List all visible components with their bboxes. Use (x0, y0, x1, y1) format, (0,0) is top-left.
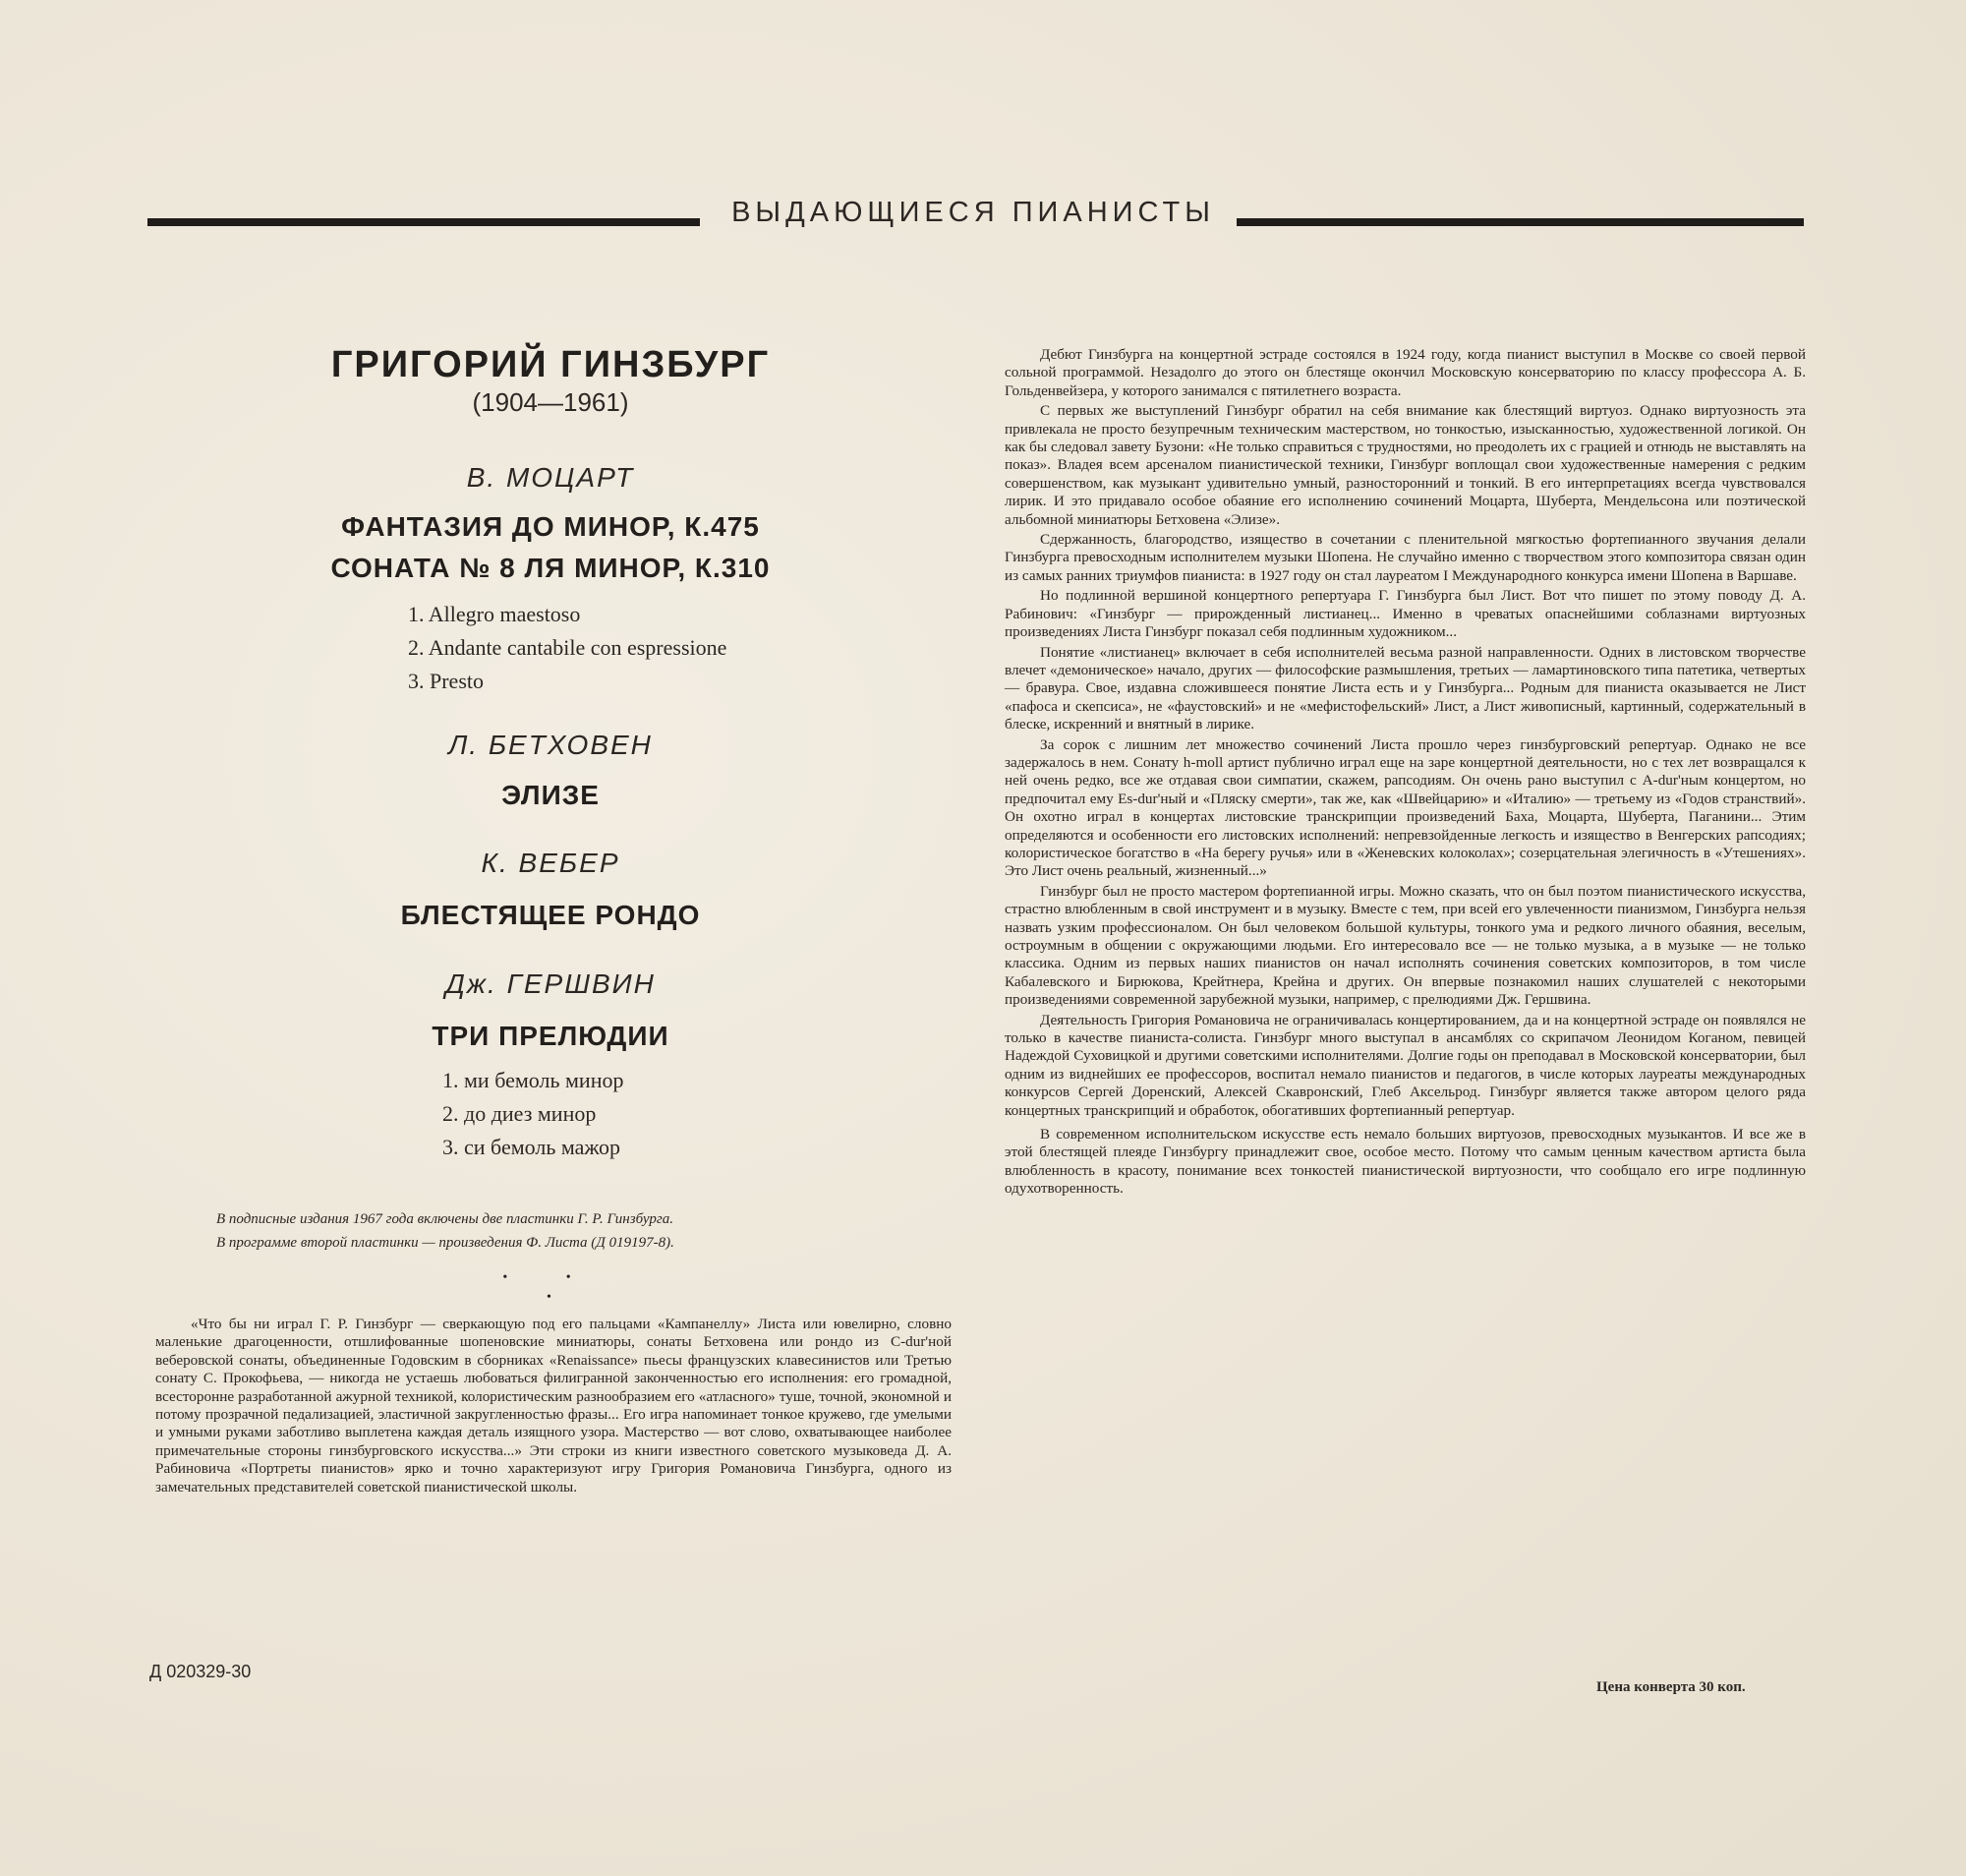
biography-paragraph: За сорок с лишним лет множество сочинений Листа прошло через гинзбурговский репертуар. Однако не все задержалось в нем. Сонату h-moll артист публично играл еще на заре концертной деятельности, но с тех лет возвращался к ней очень редко, все же отдавая свои симпатии, скажем, рапсодиям. Он очень рано выступил с A-dur'ным концертом, но предпочитал ему Es-dur'ный и «Пляску смерти», так же, как «Швейцарию» и «Италию» — третьему из «Годов странствий». Он охотно играл в концертах листовские транскрипции произведений Баха, Моцарта, Шуберта, Паганини... Этим определяются и особенности его листовских исполнений: непревзойденные легкость и изящество в Венгерских рапсодиях; колористическое богатство в «На берегу ручья» или в «Женевских колоколах»; созерцательная элегичность в «Утешениях». Это Лист очень реальный, жизненный...» (1005, 735, 1806, 880)
artist-dates: (1904—1961) (472, 387, 629, 417)
biography-paragraph: Дебют Гинзбурга на концертной эстраде состоялся в 1924 году, когда пианист выступил в Москве со своей первой сольной программой. Незадолго до этого он блестяще окончил Московскую консерваторию по классу профессора А. Б. Гольденвейзера, у которого занимался с пятилетнего возраста. (1005, 346, 1806, 399)
movement-item: 1. Allegro maestoso (408, 602, 581, 626)
series-title: ВЫДАЮЩИЕСЯ ПИАНИСТЫ (731, 197, 1215, 228)
series-header (147, 197, 1804, 236)
movement-item: 2. Andante cantabile con espressione (408, 635, 727, 660)
biography-paragraph: Гинзбург был не просто мастером фортепианной игры. Можно сказать, что он был поэтом пианистического искусства, страстно влюбленным в свой инструмент и в музыку. Вместе с тем, при всей его увлеченности пианизмом, Гинзбурга нельзя назвать узким профессионалом. Он был человеком большой культуры, тонкого ума и редкого личного обаяния, веселым, остроумным в общении с окружающими людьми. Его интересовало все — не только музыка, а в музыке — не только классика. Одним из первых наших пианистов он начал исполнять сочинения советских композиторов, в том числе Кабалевского и Бирюкова, Крейтнера, Крейна и других. Он впервые познакомил наших слушателей с некоторыми произведениями современной зарубежной музыки, например, с прелюдиями Дж. Гершвина. (1005, 882, 1806, 1009)
movement-item: 3. Presto (408, 669, 484, 693)
movement-item: 3. си бемоль мажор (442, 1135, 621, 1159)
biography-paragraph: Сдержанность, благородство, изящество в сочетании с пленительной мягкостью фортепианного звучания делали Гинзбурга превосходным исполнителем музыки Шопена. Не случайно именно с творчеством этого композитора связан один из самых ранних триумфов пианиста: в 1927 году он стал лауреатом I Международного конкурса имени Шопена в Варшаве. (1005, 531, 1806, 584)
composer-weber: К. ВЕБЕР (481, 848, 620, 878)
composer-mozart: В. МОЦАРТ (466, 462, 635, 493)
sleeve-price: Цена конверта 30 коп. (1596, 1679, 1746, 1695)
work-elise: ЭЛИЗЕ (501, 780, 600, 810)
biography-paragraph: Деятельность Григория Романовича не ограничивалась концертированием, да и на концертной эстраде он появлялся не только в качестве пианиста-солиста. Гинзбург много выступал в ансамблях со скрипачом Леонидом Коганом, певицей Надеждой Суховицкой и другими советскими исполнителями. Долгие годы он преподавал в Московской консерватории, был одним из виднейших ее профессоров, воспитал немало пианистов и педагогов, в числе которых лауреаты международных конкурсов Сергей Доренский, Алексей Скавронский, Глеб Аксельрод. Гинзбург является также автором целого ряда концертных транскрипций и обработок, обогативших фортепианный репертуар. (1005, 1011, 1806, 1119)
catalog-number: Д 020329-30 (149, 1662, 252, 1681)
work-rondo: БЛЕСТЯЩЕЕ РОНДО (400, 900, 701, 930)
biography-column (1005, 346, 1806, 1201)
artist-name: ГРИГОРИЙ ГИНЗБУРГ (330, 344, 771, 385)
movement-item: 1. ми бемоль минор (442, 1068, 624, 1092)
quote-block (155, 1316, 952, 1496)
quote-paragraph: «Что бы ни играл Г. Р. Гинзбург — сверкающую под его пальцами «Кампанеллу» Листа или ювелирно, словно маленькие драгоценности, отшлифованные шопеновские миниатюры, сонаты Бетховена или рондо из C-dur'ной веберовской сонаты, объединенные Годовским в сборниках «Renaissance» пьесы французских клавесинистов или Третью сонату С. Прокофьева, — никогда не устаешь любоваться филигранной законченностью его исполнения: его громадной, всесторонне разработанной ажурной техникой, колористическим разнообразием его «атласного» туше, точной, экономной и потому прозрачной педализацией, эластичной закругленностью фразы... Его игра напоминает тонкое кружево, где умелыми и умными руками заботливо выплетена каждая деталь изящного узора. Мастерство — вот слово, охватывающее наиболее примечательные стороны гинзбурговского искусства...» Эти строки из книги известного советского музыковеда Д. А. Рабиновича «Портреты пианистов» ярко и точно характеризуют игру Григория Романовича Гинзбурга, одного из замечательных представителей советской пианистической школы. (155, 1316, 952, 1495)
biography-paragraph: Понятие «листианец» включает в себя исполнителей весьма разной направленности. Одних в листовском творчестве влечет «демоническое» начало, других — философские размышления, третьих — ламартиновского типа патетика, четвертых — бравура. Свое, издавна сложившееся понятие Листа есть и у Гинзбурга... Родным для пианиста оказывается не Лист «пафоса и скепсиса», не «фаустовский» и не «мефистофельский» Лист, а Лист живописный, картинный, содержательный в блеске, искренний и внятный в лирике. (1005, 643, 1806, 733)
movement-item: 2. до диез минор (442, 1101, 597, 1126)
ornament-dot: • (547, 1290, 551, 1305)
work-fantasia: ФАНТАЗИЯ ДО МИНОР, К.475 (341, 511, 760, 542)
work-sonata: СОНАТА № 8 ЛЯ МИНОР, К.310 (330, 553, 771, 583)
work-preludes: ТРИ ПРЕЛЮДИИ (432, 1021, 669, 1051)
biography-paragraph: Но подлинной вершиной концертного репертуара Г. Гинзбурга был Лист. Вот что пишет по этому поводу Д. А. Рабинович: «Гинзбург — прирожденный листианец... Именно в чреватых опаснейшими соблазнами виртуозных произведениях Листа Гинзбург показал себя подлинным художником... (1005, 587, 1806, 641)
subscription-note (216, 1207, 944, 1255)
header-rule-left (147, 218, 700, 226)
note-line: В подписные издания 1967 года включены две пластинки Г. Р. Гинзбурга. (216, 1211, 673, 1227)
composer-gershwin: Дж. ГЕРШВИН (445, 968, 656, 999)
ornament-dots: • • (502, 1270, 599, 1285)
note-line: В программе второй пластинки — произведения Ф. Листа (Д 019197-8). (216, 1235, 674, 1251)
composer-beethoven: Л. БЕТХОВЕН (448, 730, 653, 760)
biography-paragraph: С первых же выступлений Гинзбург обратил на себя внимание как блестящий виртуоз. Однако виртуозность эта привлекала не просто безупречным техническим мастерством, но тонкостью, изысканностью, художественной логикой. Он как бы следовал завету Бузони: «Не только справиться с трудностями, но преодолеть их с грацией и отнюдь не выставлять на показ». Владея всем арсеналом пианистической техники, Гинзбург воплощал свои художественные намерения с редким совершенством, как музыкант удивительно умный, разносторонний и тонкий. В его интерпретациях всегда чувствовался лирик. И это придавало особое обаяние его исполнению сочинений Моцарта, Шуберта, Мендельсона или поэтической альбомной миниатюры Бетховена «Элизе». (1005, 402, 1806, 528)
biography-paragraph: В современном исполнительском искусстве есть немало больших виртуозов, превосходных музыкантов. И все же в этой блестящей плеяде Гинзбургу принадлежит свое, особое место. Потому что самым ценным качеством артиста была влюбленность в красоту, понимание всех тонкостей пианистической виртуозности, что сообщало его игре подлинную одухотворенность. (1005, 1126, 1806, 1198)
header-rule-right (1237, 218, 1804, 226)
